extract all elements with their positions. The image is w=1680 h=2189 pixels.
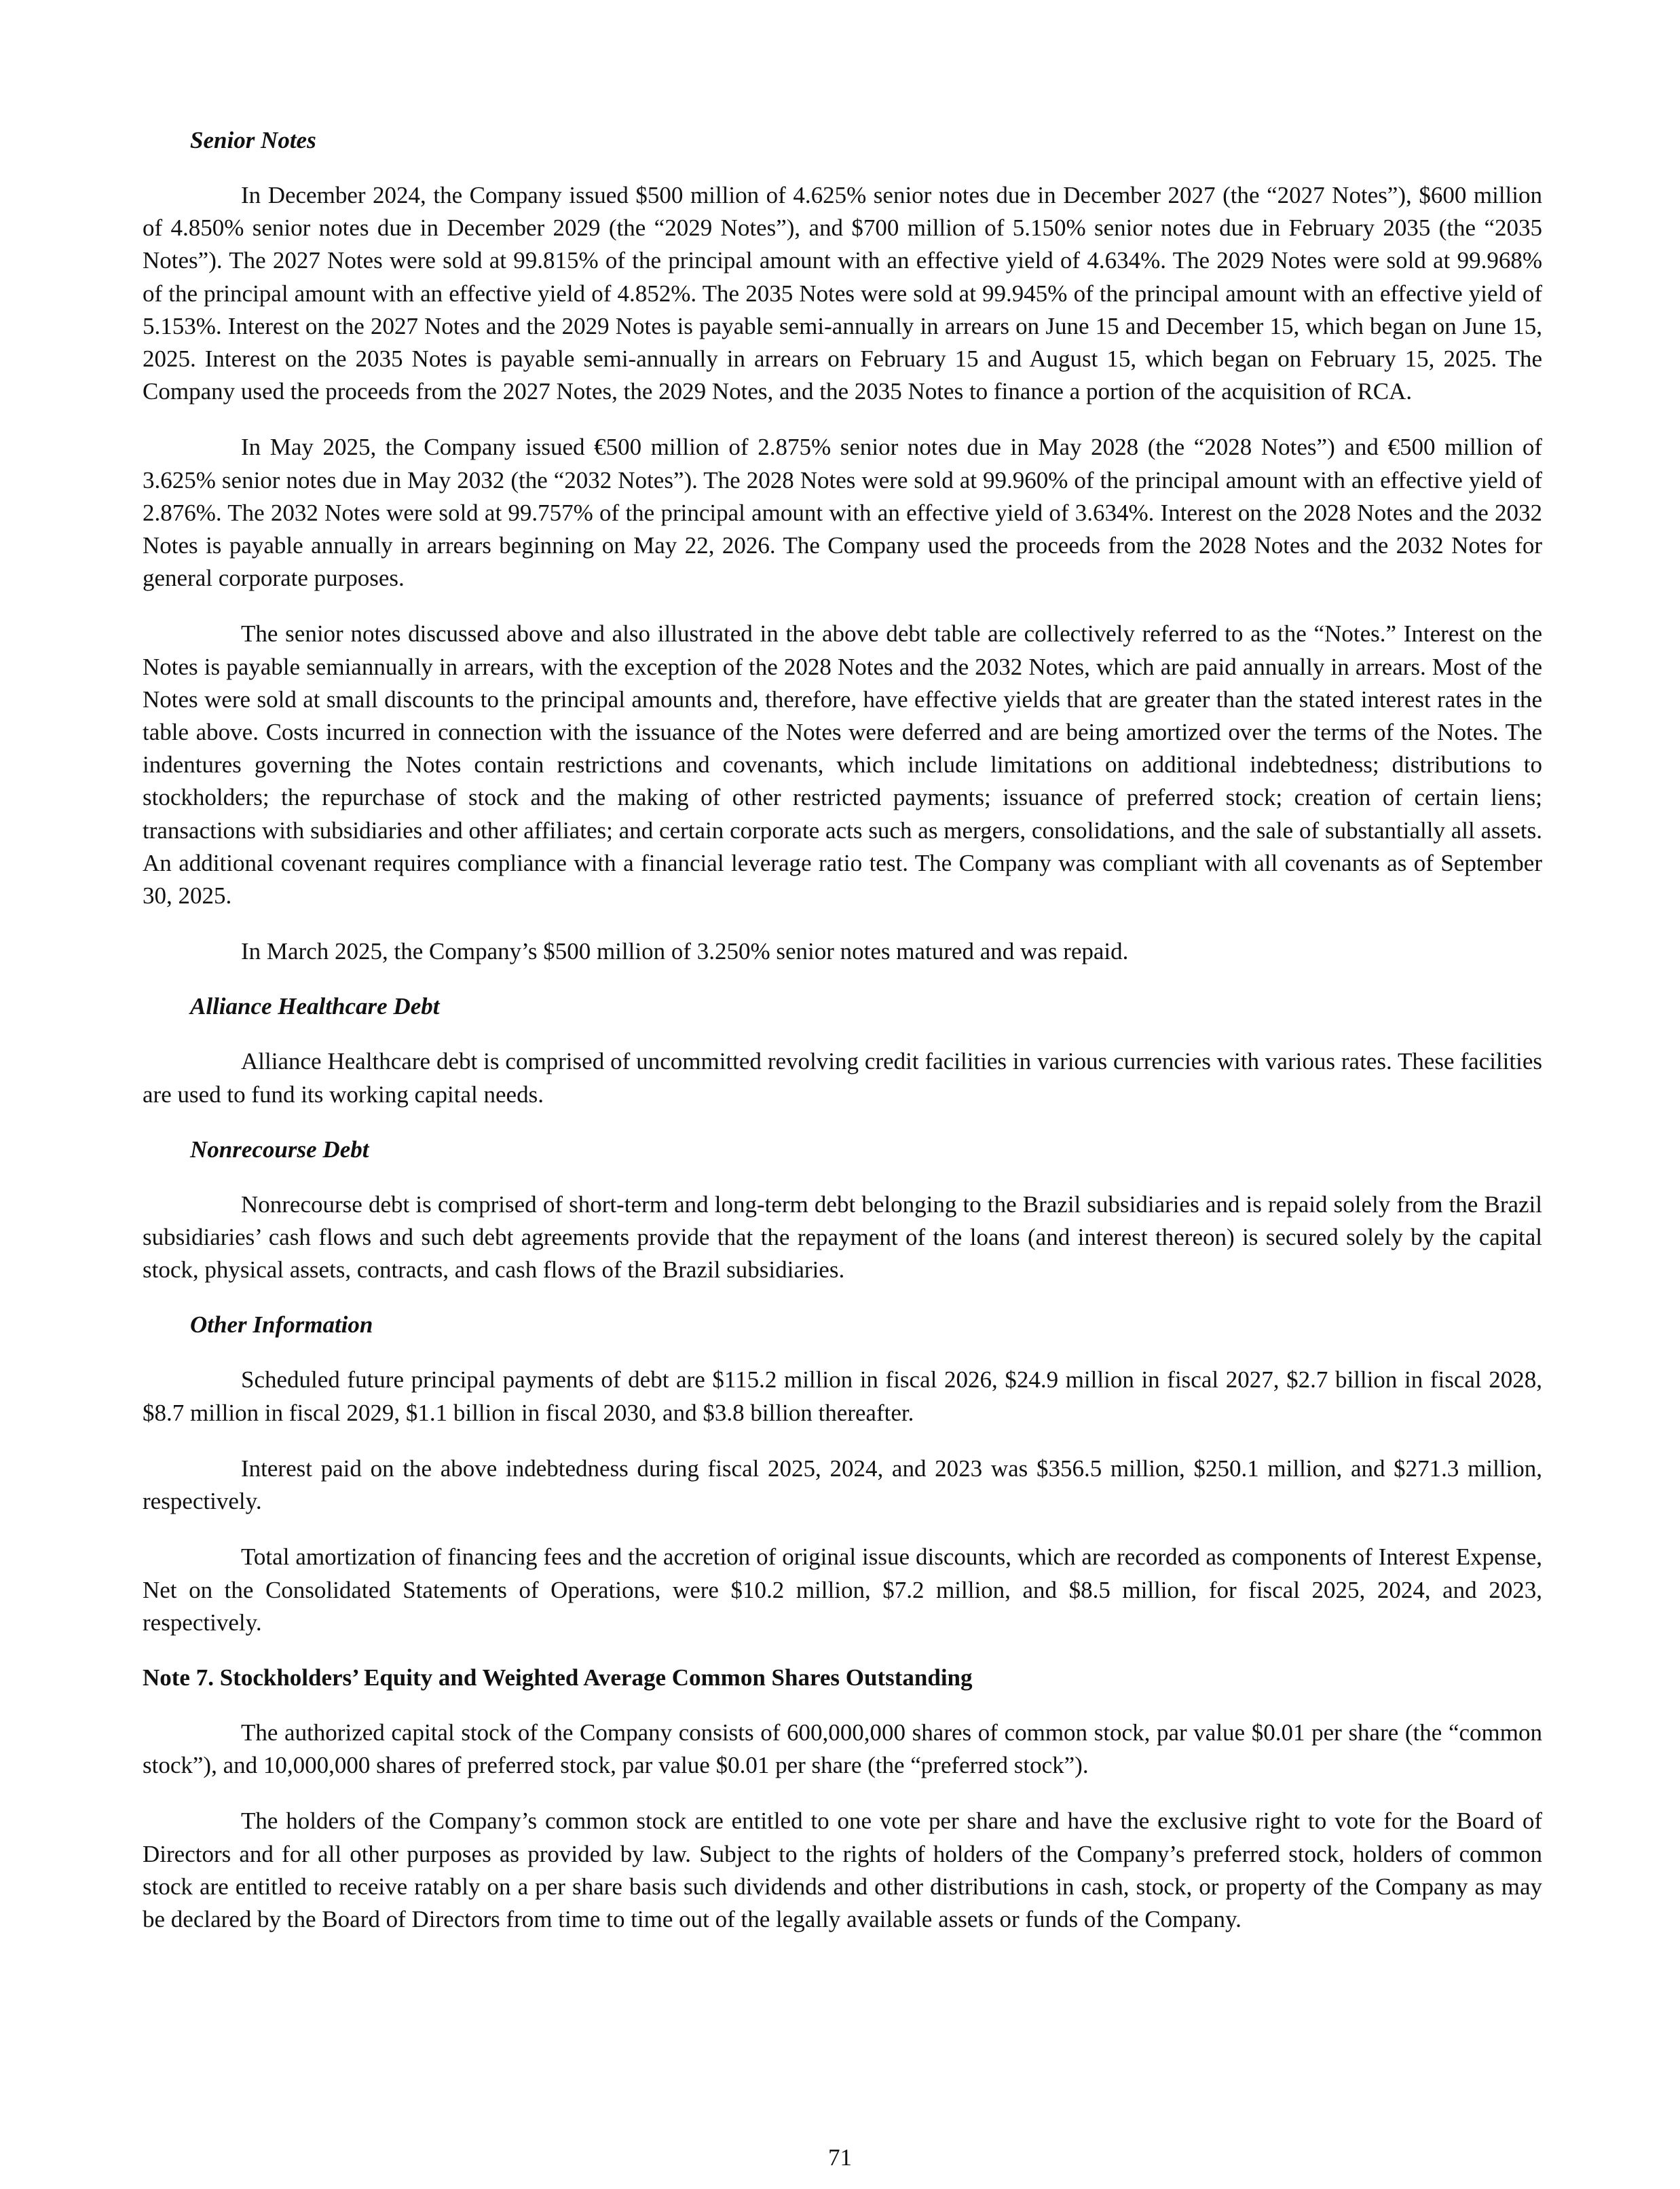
page-number: 71 — [828, 2144, 852, 2171]
section-heading-other-information: Other Information — [190, 1311, 373, 1339]
document-page — [143, 125, 1542, 1959]
paragraph-scheduled-principal-payments: Scheduled future principal payments of debt are $115.2 million in fiscal 2026, $24.9 million in fiscal 2027, $2.7 billion in fiscal 2028, $8.7 million in fiscal 2029, $1.1 billion in fiscal 2030, and $3.8 billion thereafter. — [143, 1366, 1542, 1426]
paragraph-senior-notes-december-2024: In December 2024, the Company issued $500 million of 4.625% senior notes due in December 2027 (the “2027 Notes”), $600 million of 4.850% senior notes due in December 2029 (the “2029 Notes”), and $700 million of 5.150% senior notes due in February 2035 (the “2035 Notes”). The 2027 Notes were sold at 99.815% of the principal amount with an effective yield of 4.634%. The 2029 Notes were sold at 99.968% of the principal amount with an effective yield of 4.852%. The 2035 Notes were sold at 99.945% of the principal amount with an effective yield of 5.153%. Interest on the 2027 Notes and the 2029 Notes is payable semi-annually in arrears on June 15 and December 15, which began on June 15, 2025. Interest on the 2035 Notes is payable semi-annually in arrears on February 15 and August 15, which began on February 15, 2025. The Company used the proceeds from the 2027 Notes, the 2029 Notes, and the 2035 Notes to finance a portion of the acquisition of RCA. — [143, 182, 1542, 405]
paragraph-amortization-financing-fees: Total amortization of financing fees and the accretion of original issue discounts, which are recorded as components of Interest Expense, Net on the Consolidated Statements of Operations, were $10.2 million, $7.2 million, and $8.5 million, for fiscal 2025, 2024, and 2023, respectively. — [143, 1543, 1542, 1636]
paragraph-notes-matured: In March 2025, the Company’s $500 million of 3.250% senior notes matured and was repaid. — [241, 938, 1129, 965]
section-heading-nonrecourse-debt: Nonrecourse Debt — [190, 1136, 369, 1163]
paragraph-senior-notes-may-2025: In May 2025, the Company issued €500 million of 2.875% senior notes due in May 2028 (the “2028 Notes”) and €500 million of 3.625% senior notes due in May 2032 (the “2032 Notes”). The 2028 Notes were sold at 99.960% of the principal amount with an effective yield of 2.876%. The 2032 Notes were sold at 99.757% of the principal amount with an effective yield of 3.634%. Interest on the 2028 Notes and the 2032 Notes is payable annually in arrears beginning on May 22, 2026. The Company used the proceeds from the 2028 Notes and the 2032 Notes for general corporate purposes. — [143, 434, 1542, 592]
note-7-title: Note 7. Stockholders’ Equity and Weighted Average Common Shares Outstanding — [143, 1664, 973, 1691]
paragraph-common-stock-rights: The holders of the Company’s common stock are entitled to one vote per share and have the exclusive right to vote for the Board of Directors and for all other purposes as provided by law. Subject to the rights of holders of the Company’s preferred stock, holders of common stock are entitled to receive ratably on a per share basis such dividends and other distributions in cash, stock, or property of the Company as may be declared by the Board of Directors from time to time out of the legally available assets or funds of the Company. — [143, 1808, 1542, 1932]
section-heading-alliance-healthcare-debt: Alliance Healthcare Debt — [190, 993, 440, 1020]
paragraph-alliance-healthcare-debt: Alliance Healthcare debt is comprised of uncommitted revolving credit facilities in various currencies with various rates. These facilities are used to fund its working capital needs. — [143, 1048, 1542, 1108]
paragraph-interest-paid: Interest paid on the above indebtedness during fiscal 2025, 2024, and 2023 was $356.5 million, $250.1 million, and $271.3 million, respectively. — [143, 1455, 1542, 1515]
paragraph-notes-covenants: The senior notes discussed above and also illustrated in the above debt table are collectively referred to as the “Notes.” Interest on the Notes is payable semiannually in arrears, with the exception of the 2028 Notes and the 2032 Notes, which are paid annually in arrears. Most of the Notes were sold at small discounts to the principal amounts and, therefore, have effective yields that are greater than the stated interest rates in the table above. Costs incurred in connection with the issuance of the Notes were deferred and are being amortized over the terms of the Notes. The indentures governing the Notes contain restrictions and covenants, which include limitations on additional indebtedness; distributions to stockholders; the repurchase of stock and the making of other restricted payments; issuance of preferred stock; creation of certain liens; transactions with subsidiaries and other affiliates; and certain corporate acts such as mergers, consolidations, and the sale of substantially all assets. An additional covenant requires compliance with a financial leverage ratio test. The Company was compliant with all covenants as of September 30, 2025. — [143, 620, 1542, 910]
section-heading-senior-notes: Senior Notes — [190, 127, 316, 153]
paragraph-authorized-capital-stock: The authorized capital stock of the Company consists of 600,000,000 shares of common stock, par value $0.01 per share (the “common stock”), and 10,000,000 shares of preferred stock, par value $0.01 per share (the “preferred stock”). — [143, 1719, 1542, 1779]
paragraph-nonrecourse-debt: Nonrecourse debt is comprised of short-term and long-term debt belonging to the Brazil subsidiaries and is repaid solely from the Brazil subsidiaries’ cash flows and such debt agreements provide that the repayment of the loans (and interest thereon) is secured solely by the capital stock, physical assets, contracts, and cash flows of the Brazil subsidiaries. — [143, 1191, 1542, 1284]
